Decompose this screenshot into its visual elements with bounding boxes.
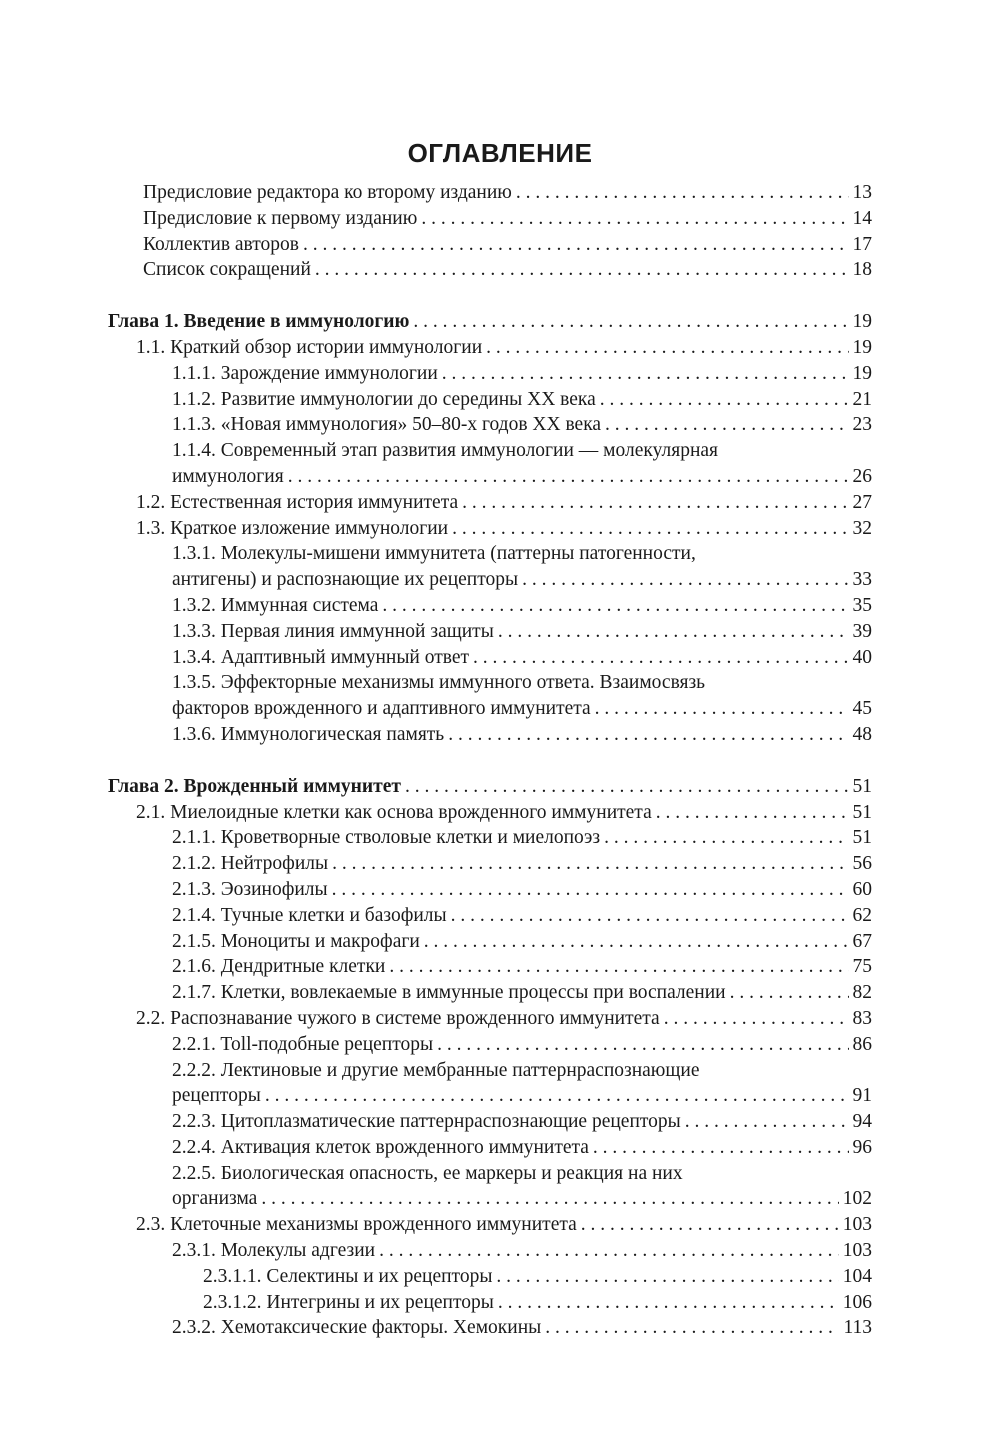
toc-entry[interactable] [0,257,1000,283]
dot-leader [421,206,848,232]
section-gap [0,283,1000,309]
toc-page-number: 13 [852,182,872,203]
toc-entry[interactable] [0,1135,1000,1161]
dot-leader [451,903,849,929]
toc-page-number: 83 [852,1007,872,1029]
toc-entry-title: Предисловие к первому изданию [143,207,418,229]
toc-page-number: 82 [852,982,872,1004]
toc-entry-title: 2.1.4. Тучные клетки и базофилы [172,904,447,926]
toc-entry-title: 1.3.2. Иммунная система [172,594,379,616]
toc-entry[interactable] [0,438,1000,464]
dot-leader [498,619,849,645]
toc-entry-title: 1.3.1. Молекулы-мишени иммунитета (паттерны патогенности, [172,543,696,565]
toc-entry[interactable] [0,567,1000,593]
dot-leader [315,257,849,283]
toc-page-number: 62 [852,904,872,926]
toc-entry[interactable] [0,980,1000,1006]
dot-leader [389,954,848,980]
dot-leader [605,412,848,438]
toc-page-number: 103 [842,1240,872,1262]
toc-entry-title: 2.1.2. Нейтрофилы [172,853,329,875]
dot-leader [379,1238,839,1264]
dot-leader [581,1212,839,1238]
dot-leader [498,1290,839,1316]
toc-entry[interactable] [0,1032,1000,1058]
toc-entry[interactable] [0,1264,1000,1290]
toc-entry[interactable] [0,619,1000,645]
toc-entry-title: 2.3.1.2. Интегрины и их рецепторы [203,1291,494,1313]
toc-entry-title: Глава 2. Врожденный иммунитет [108,775,401,797]
toc-page-number: 19 [852,311,872,333]
toc-entry-title: иммунология [172,465,284,487]
toc-entry[interactable] [0,851,1000,877]
toc-page-number: 56 [852,853,872,875]
toc-chapter[interactable] [0,309,1000,335]
toc-entry[interactable] [0,361,1000,387]
dot-leader [604,825,848,851]
dot-leader [303,232,849,258]
dot-leader [437,1032,848,1058]
toc-chapter[interactable] [0,774,1000,800]
toc-page-number: 45 [852,698,872,720]
dot-leader [462,490,848,516]
toc-page-number: 18 [852,259,872,281]
toc-entry[interactable] [0,800,1000,826]
toc-entry-title: 1.1.4. Современный этап развития иммунологии — молекулярная [172,440,718,462]
toc-entry[interactable] [0,412,1000,438]
toc-entry-title: Глава 1. Введение в иммунологию [108,311,410,333]
toc-page-number: 19 [852,362,872,384]
dot-leader [516,180,849,206]
toc-entry-title: 2.3. Клеточные механизмы врожденного иммунитета [136,1214,577,1236]
dot-leader [545,1315,839,1341]
toc-page-number: 14 [852,207,872,229]
table-of-contents [0,180,1000,1341]
toc-page-number: 39 [852,620,872,642]
dot-leader [442,361,849,387]
toc-page-number: 106 [842,1291,872,1313]
toc-page-number: 51 [852,827,872,849]
dot-leader [448,722,848,748]
toc-entry-title: 2.1.1. Кроветворные стволовые клетки и миелопоэз [172,827,601,849]
toc-entry-title: 2.1.5. Моноциты и макрофаги [172,930,420,952]
toc-page-number: 94 [852,1111,872,1133]
toc-page-number: 86 [852,1033,872,1055]
toc-entry-title: 1.3.3. Первая линия иммунной защиты [172,620,494,642]
toc-page-number: 51 [852,801,872,823]
toc-entry-title: 1.1.1. Зарождение иммунологии [172,362,438,384]
toc-entry-title: Коллектив авторов [143,233,299,255]
toc-entry[interactable] [0,464,1000,490]
dot-leader [424,929,849,955]
toc-entry-title: 1.3. Краткое изложение иммунологии [136,517,449,539]
section-gap [0,748,1000,774]
toc-entry[interactable] [0,593,1000,619]
toc-entry[interactable] [0,877,1000,903]
toc-entry-title: 2.2.5. Биологическая опасность, ее маркеры и реакция на них [172,1162,683,1184]
dot-leader [405,774,849,800]
toc-page-number: 113 [843,1317,872,1339]
dot-leader [522,567,848,593]
toc-entry[interactable] [0,903,1000,929]
toc-entry-title: Список сокращений [143,259,311,281]
toc-page-number: 21 [852,388,872,410]
dot-leader [413,309,848,335]
dot-leader [656,800,849,826]
toc-page-number: 27 [852,491,872,513]
toc-entry-title: 2.2.4. Активация клеток врожденного иммунитета [172,1136,589,1158]
toc-entry[interactable] [0,1083,1000,1109]
toc-entry-title: 2.1.6. Дендритные клетки [172,956,386,978]
toc-page-number: 26 [852,465,872,487]
toc-entry[interactable] [0,1212,1000,1238]
toc-entry[interactable] [0,232,1000,258]
toc-entry[interactable] [0,180,1000,206]
dot-leader [473,645,848,671]
toc-entry[interactable] [0,696,1000,722]
toc-entry-title: организма [172,1188,258,1210]
toc-entry-title: 2.2.1. Toll-подобные рецепторы [172,1033,434,1055]
toc-entry[interactable] [0,206,1000,232]
dot-leader [595,696,849,722]
dot-leader [600,387,849,413]
toc-page-number: 103 [842,1214,872,1236]
dot-leader [452,516,848,542]
toc-entry-title: 2.3.1.1. Селектины и их рецепторы [203,1265,493,1287]
toc-entry[interactable] [0,541,1000,567]
toc-entry-title: рецепторы [172,1085,261,1107]
toc-entry-title: 1.3.6. Иммунологическая память [172,723,445,745]
toc-entry[interactable] [0,1058,1000,1084]
toc-entry-title: 1.3.4. Адаптивный иммунный ответ [172,646,470,668]
toc-page-number: 40 [852,646,872,668]
dot-leader [288,464,849,490]
toc-entry-title: 1.1. Краткий обзор истории иммунологии [136,336,483,358]
toc-page-number: 96 [852,1136,872,1158]
toc-entry[interactable] [0,1238,1000,1264]
dot-leader [382,593,848,619]
dot-leader [332,851,848,877]
toc-entry-title: факторов врожденного и адаптивного иммунитета [172,698,591,720]
toc-page-number: 48 [852,723,872,745]
dot-leader [486,335,848,361]
toc-entry-title: 1.3.5. Эффекторные механизмы иммунного ответа. Взаимосвязь [172,672,706,694]
toc-entry-title: 2.3.1. Молекулы адгезии [172,1240,376,1262]
toc-entry-title: 1.1.2. Развитие иммунологии до середины XX века [172,388,596,410]
toc-page-number: 33 [852,569,872,591]
toc-page-number: 23 [852,414,872,436]
toc-page-number: 75 [852,956,872,978]
toc-page-number: 102 [842,1188,872,1210]
toc-entry[interactable] [0,1186,1000,1212]
toc-page-number: 17 [852,233,872,255]
toc-entry-title: 2.1.3. Эозинофилы [172,878,328,900]
toc-entry[interactable] [0,1109,1000,1135]
dot-leader [332,877,849,903]
toc-entry-title: 2.2.3. Цитоплазматические паттернраспознающие рецепторы [172,1111,681,1133]
toc-page-number: 19 [852,336,872,358]
toc-page-number: 104 [842,1265,872,1287]
toc-entry[interactable] [0,825,1000,851]
toc-entry[interactable] [0,1315,1000,1341]
toc-entry[interactable] [0,954,1000,980]
toc-entry[interactable] [0,335,1000,361]
dot-leader [593,1135,849,1161]
page-title: ОГЛАВЛЕНИЕ [407,138,593,168]
toc-entry[interactable] [0,516,1000,542]
toc-entry[interactable] [0,1161,1000,1187]
toc-entry-title: 2.1. Миелоидные клетки как основа врожденного иммунитета [136,801,652,823]
toc-page-number: 60 [852,878,872,900]
toc-entry-title: Предисловие редактора ко второму изданию [143,182,512,203]
toc-entry-title: 2.2. Распознавание чужого в системе врожденного иммунитета [136,1007,660,1029]
toc-entry[interactable] [0,490,1000,516]
toc-entry[interactable] [0,670,1000,696]
toc-entry[interactable] [0,387,1000,413]
toc-entry[interactable] [0,1290,1000,1316]
toc-entry-title: 1.1.3. «Новая иммунология» 50–80-х годов XX века [172,414,602,436]
toc-entry[interactable] [0,722,1000,748]
toc-page-number: 91 [852,1085,872,1107]
dot-leader [261,1186,838,1212]
toc-entry-title: 1.2. Естественная история иммунитета [136,491,459,513]
toc-entry-title: 2.1.7. Клетки, вовлекаемые в иммунные процессы при воспалении [172,982,726,1004]
toc-page-number: 32 [852,517,872,539]
toc-page-number: 51 [852,775,872,797]
toc-page-number: 35 [852,594,872,616]
toc-entry-title: 2.2.2. Лектиновые и другие мембранные паттернраспознающие [172,1059,700,1081]
dot-leader [496,1264,838,1290]
toc-entry-title: антигены) и распознающие их рецепторы [172,569,519,591]
toc-page-number: 67 [852,930,872,952]
dot-leader [265,1083,849,1109]
toc-entry[interactable] [0,1006,1000,1032]
toc-entry-title: 2.3.2. Хемотаксические факторы. Хемокины [172,1317,542,1339]
dot-leader [664,1006,849,1032]
toc-entry[interactable] [0,645,1000,671]
toc-entry[interactable] [0,929,1000,955]
dot-leader [685,1109,849,1135]
dot-leader [730,980,849,1006]
